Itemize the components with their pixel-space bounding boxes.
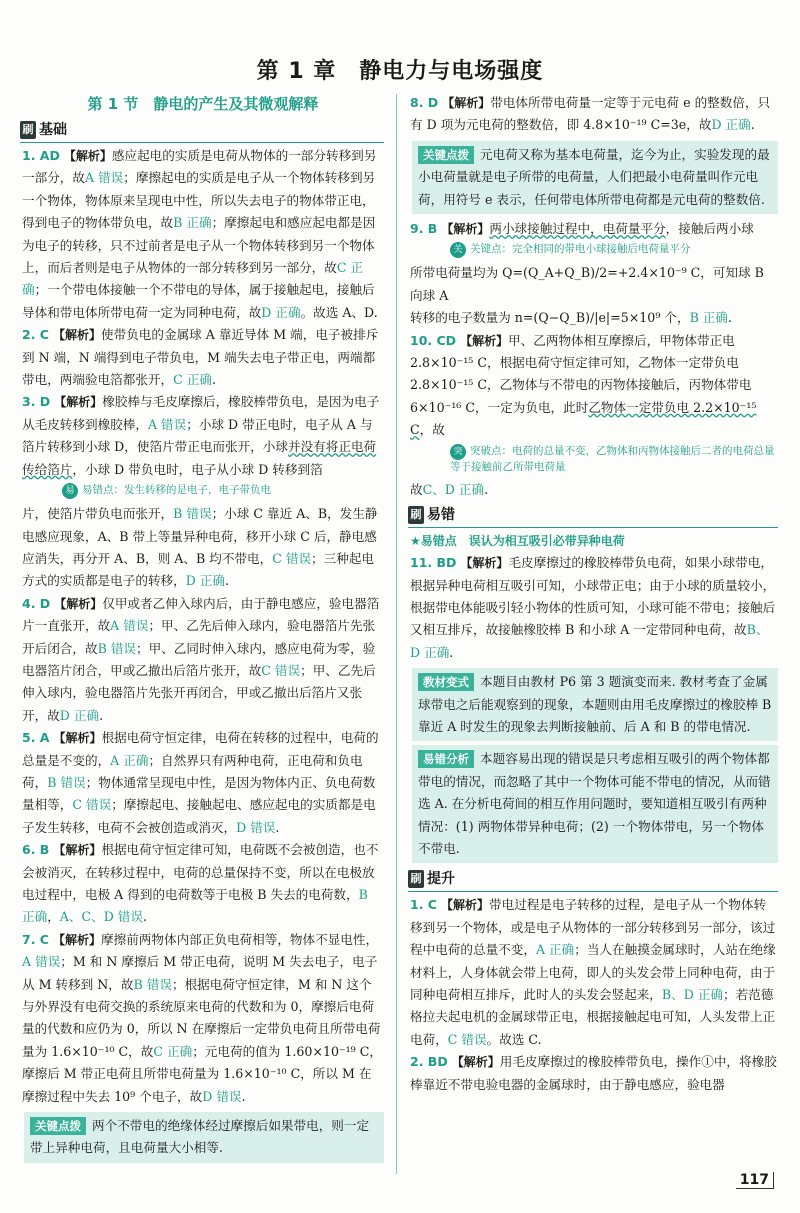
answer-5: 5. A 【解析】根据电荷守恒定律，电荷在转移的过程中，电荷的总量是不变的，A 正确；自然界只有两种电荷，正电荷和负电荷，B 错误；物体通常呈现电中性，是因为物体内正、负电荷数量相等，C 错误；摩擦起电、接触起电、感应起电的实质都是电子发生转移，电荷不会被创造或消灭，D 错误. xyxy=(22,730,379,835)
answer-9-cont: 所带电荷量均为 Q=(Q_A+Q_B)/2=+2.4×10⁻⁹ C，可知球 B 向球 A 转移的电子数量为 n=(Q−Q_B)/|e|=5×10⁹ 个，B 正确. xyxy=(410,265,764,326)
error-note-3: 易 易错点：发生转移的是电子，电子带负电 xyxy=(62,483,384,499)
errors-label: 易错 xyxy=(427,506,455,523)
section-title: 第 1 节 静电的产生及其微观解释 xyxy=(87,95,319,113)
answer-10: 10. CD 【解析】甲、乙两物体相互摩擦后，甲物体带正电 2.8×10⁻¹⁵ C，根据电荷守恒定律可知，乙物体一定带负电 2.8×10⁻¹⁵ C，乙物体与不带电的丙物体接触后，丙物体带电 6×10⁻¹⁶ C，一定为负电，此时乙物体一定带负电 2.2×10⁻¹⁵ C，故 xyxy=(410,332,757,438)
key-note-9: 关 关键点：完全相同的带电小球接触后电荷量平分 xyxy=(450,242,778,258)
answer-4: 4. D 【解析】仅甲或者乙伸入球内后，由于静电感应，验电器箔片一直张开，故A 错误；甲、乙先后伸入球内，验电器箔片先张开后闭合，故B 错误；甲、乙同时伸入球内，感应电荷为零，验电器箔片闭合，甲或乙撤出后箔片张开，故C 错误；甲、乙先后伸入球内，验电器箔片先张开再闭合，甲或乙撤出后箔片又张开，故D 正确. xyxy=(22,595,380,723)
answer-3: 3. D 【解析】橡胶棒与毛皮摩擦后，橡胶棒带负电，是因为电子从毛皮转移到橡胶棒，A 错误；小球 D 带正电时，电子从 A 与箔片转移到小球 D，使箔片带正电而张开，小球并没有将正电荷传给箔片，小球 D 带负电时，电子从小球 D 转移到箔 xyxy=(22,394,380,477)
chapter-title: 第 1 章 静电力与电场强度 xyxy=(256,59,544,84)
answer-2: 2. C 【解析】使带负电的金属球 A 靠近导体 M 端，电子被排斥到 N 端，N 端得到电子带负电，M 端失去电子带正电，两端都带电，两端验电箔都张开，C 正确. xyxy=(22,327,379,388)
textbook-variant-box: 教材变式 本题目由教材 P6 第 3 题演变而来. 教材考查了金属球带电之后能观察到的现象，本题则由用毛皮摩擦过的橡胶棒 B 靠近 A 时发生的现象去判断接触前、后 A 和 B 的带电情况. xyxy=(412,668,778,741)
key-point-box-2: 关键点拨 元电荷又称为基本电荷量，迄今为止，实验发现的最小电荷量就是电子所带的电荷量，人们把最小电荷量叫作元电荷，用符号 e 表示，任何带电体所带电荷都是元电荷的整数倍. xyxy=(412,141,778,214)
answer-7: 7. C 【解析】摩擦前两物体内部正负电荷相等，物体不显电性，A 错误；M 和 N 摩擦后 M 带正电荷，说明 M 失去电子，电子从 M 转移到 N，故B 错误；根据电荷守恒定律，M 和 N 这个与外界没有电荷交换的系统原来电荷的代数和为 0，摩擦后电荷量的代数和应仍为 0，所以 N 在摩擦后一定带负电荷且所带电荷量为 1.6×10⁻¹⁰ C，故C 正确；元电荷的值为 1.60×10⁻¹⁹ C，摩擦后 M 带正电荷且所带电荷量为 1.6×10⁻¹⁰ C，所以 M 在摩擦过程中失去 10⁹ 个电子，故D 错误. xyxy=(22,931,382,1104)
answer-3-cont: 片，使箔片带负电而张开，B 错误；小球 C 靠近 A、B，发生静电感应现象，A、B 带上等量异种电荷，移开小球 C 后，静电感应消失，再分开 A、B，则 A、B 均不带电，C 错误；三种起电方式的实质都是电子的转移，D 正确. xyxy=(22,506,378,589)
error-analysis-box: 易错分析 本题容易出现的错误是只考虑相互吸引的两个物体都带电的情况，而忽略了其中一个物体可能不带电的情况，从而错选 A. 在分析电荷间的相互作用问题时，要知道相互吸引有两种情况：(1) 两物体带异种电荷；(2) 一个物体带电，另一个物体不带电. xyxy=(412,745,778,863)
answer-10-cont: 故C、D 正确. xyxy=(410,481,489,497)
answer-1: 1. AD 【解析】感应起电的实质是电荷从物体的一部分转移到另一部分，故A 错误；摩擦起电的实质是电子从一个物体转移到另一个物体，物体原来呈现电中性，所以失去电子的物体带正电，得到电子的物体带负电，故B 正确；摩擦起电和感应起电都是因为电子的转移，只不过前者是电子从一个物体转移到另一个物体上，而后者则是电子从物体的一部分转移到另一部分，故C 正确；一个带电体接触一个不带电的导体，属于接触起电，接触后导体和带电体所带电荷一定为同种电荷，故D 正确。故选 A、D. xyxy=(22,148,378,320)
answer-6: 6. B 【解析】根据电荷守恒定律可知，电荷既不会被创造，也不会被消灭，在转移过程中，电荷的总量保持不变，所以在电极放电过程中，电极 A 得到的电荷数等于电极 B 失去的电荷数，B 正确，A、C、D 错误. xyxy=(22,842,379,925)
shua-tag: 刷 xyxy=(408,870,424,888)
advance-answer-2: 2. BD 【解析】用毛皮摩擦过的橡胶棒带负电，操作①中，将橡胶棒靠近不带电验电器的金属球时，由于静电感应，验电器 xyxy=(410,1054,777,1092)
error-point-icon: 易 xyxy=(62,483,78,499)
key-point-box-1: 关键点拨 两个不带电的绝缘体经过摩擦后如果带电，则一定带上异种电荷，且电荷量大小相等. xyxy=(24,1112,384,1163)
page-number: 117 xyxy=(736,1172,774,1189)
advance-label: 提升 xyxy=(427,871,455,888)
key-point-icon: 关 xyxy=(450,242,466,258)
breakthrough-icon: 突 xyxy=(450,444,466,460)
right-column xyxy=(410,92,778,1096)
basic-label: 基础 xyxy=(39,121,67,138)
shua-tag: 刷 xyxy=(20,121,36,139)
left-column xyxy=(22,92,384,1167)
answer-9: 9. B 【解析】两小球接触过程中，电荷量平分，接触后两小球 xyxy=(410,221,754,237)
answer-11: 11. BD 【解析】毛皮摩擦过的橡胶棒带负电荷，如果小球带电，根据异种电荷相互吸引可知，小球带正电；由于小球的质量较小，根据带电体能吸引轻小物体的性质可知，小球可能不带电；接触后又相互排斥，故接触橡胶棒 B 和小球 A 一定带同种电荷，故B、D 正确. xyxy=(410,555,776,660)
section-bar-advance xyxy=(408,867,778,892)
section-bar-basic xyxy=(20,118,384,143)
column-divider xyxy=(396,94,397,1174)
breakthrough-note-10: 突 突破点：电荷的总量不变，乙物体和丙物体接触后二者的电荷总量等于接触前乙所带电荷量 xyxy=(450,444,775,473)
answer-8: 8. D 【解析】带电体所带电荷量一定等于元电荷 e 的整数倍，只有 D 项为元电荷的整数倍，即 4.8×10⁻¹⁹ C=3e，故D 正确. xyxy=(410,95,771,133)
shua-tag: 刷 xyxy=(408,506,424,524)
advance-answer-1: 1. C 【解析】带电过程是电子转移的过程，是电子从一个物体转移到另一个物体，或是电子从物体的一部分转移到另一部分，该过程中电荷的总量不变，A 正确；当人在触摸金属球时，人站在绝缘材料上，人身体就会带上电荷，即人的头发会带上同种电荷，由于同种电荷相互排斥，此时人的头发会竖起来，B、D 正确；若范德格拉夫起电机的金属球带正电，根据接触起电可知，人头发带上正电荷，C 错误。故选 C. xyxy=(410,897,776,1047)
section-bar-errors xyxy=(408,503,778,528)
trap-heading: ★易错点 误认为相互吸引必带异种电荷 xyxy=(410,534,625,549)
